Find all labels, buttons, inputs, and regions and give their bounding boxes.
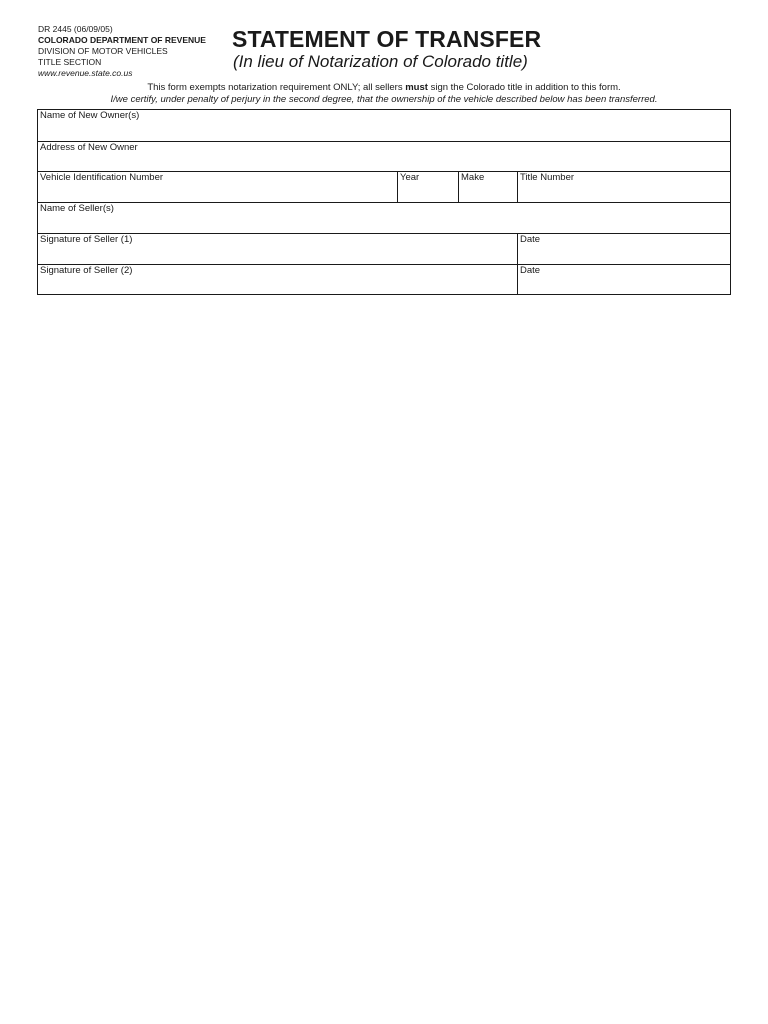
transfer-form <box>37 109 731 295</box>
notice-text-end: sign the Colorado title in addition to this form. <box>427 82 621 93</box>
seller-signature-1-label: Signature of Seller (1) <box>40 234 133 245</box>
notarization-notice <box>0 82 768 93</box>
vin-label: Vehicle Identification Number <box>40 172 164 183</box>
new-owner-address-row <box>38 142 730 172</box>
year-label: Year <box>400 172 420 183</box>
new-owner-name-field[interactable] <box>38 110 730 141</box>
seller-signature-1-field[interactable] <box>38 234 517 264</box>
title-number-label: Title Number <box>520 172 575 183</box>
new-owner-name-label: Name of New Owner(s) <box>40 110 140 121</box>
make-label: Make <box>461 172 485 183</box>
notice-text-start: This form exempts notarization requirement ONLY; all sellers <box>147 82 406 93</box>
seller-signature-1-row <box>38 234 730 265</box>
new-owner-name-row <box>38 110 730 142</box>
seller-signature-2-field[interactable] <box>38 265 517 294</box>
page-subtitle: (In lieu of Notarization of Colorado title) <box>233 52 528 71</box>
vin-field[interactable] <box>38 172 397 202</box>
seller-signature-2-row <box>38 265 730 294</box>
date-2-field[interactable] <box>517 265 730 294</box>
notice-emphasis: must <box>405 82 428 93</box>
new-owner-address-field[interactable] <box>38 142 730 171</box>
certification-statement: I/we certify, under penalty of perjury in the second degree, that the ownership of the vehicle described below has been transferred. <box>110 94 658 105</box>
seller-name-row <box>38 203 730 234</box>
new-owner-address-label: Address of New Owner <box>40 142 138 153</box>
make-field[interactable] <box>458 172 517 202</box>
date-1-field[interactable] <box>517 234 730 264</box>
section-name: TITLE SECTION <box>38 57 102 67</box>
date-2-label: Date <box>520 265 541 276</box>
page-title: STATEMENT OF TRANSFER <box>232 26 542 52</box>
website-link[interactable]: www.revenue.state.co.us <box>38 68 133 78</box>
department-name: COLORADO DEPARTMENT OF REVENUE <box>38 35 206 45</box>
title-number-field[interactable] <box>517 172 730 202</box>
date-1-label: Date <box>520 234 541 245</box>
seller-name-field[interactable] <box>38 203 730 233</box>
vehicle-info-row <box>38 172 730 203</box>
seller-name-label: Name of Seller(s) <box>40 203 114 214</box>
year-field[interactable] <box>397 172 458 202</box>
division-name: DIVISION OF MOTOR VEHICLES <box>38 46 168 56</box>
seller-signature-2-label: Signature of Seller (2) <box>40 265 133 276</box>
form-number: DR 2445 (06/09/05) <box>38 24 113 34</box>
form-header-info <box>38 24 228 79</box>
